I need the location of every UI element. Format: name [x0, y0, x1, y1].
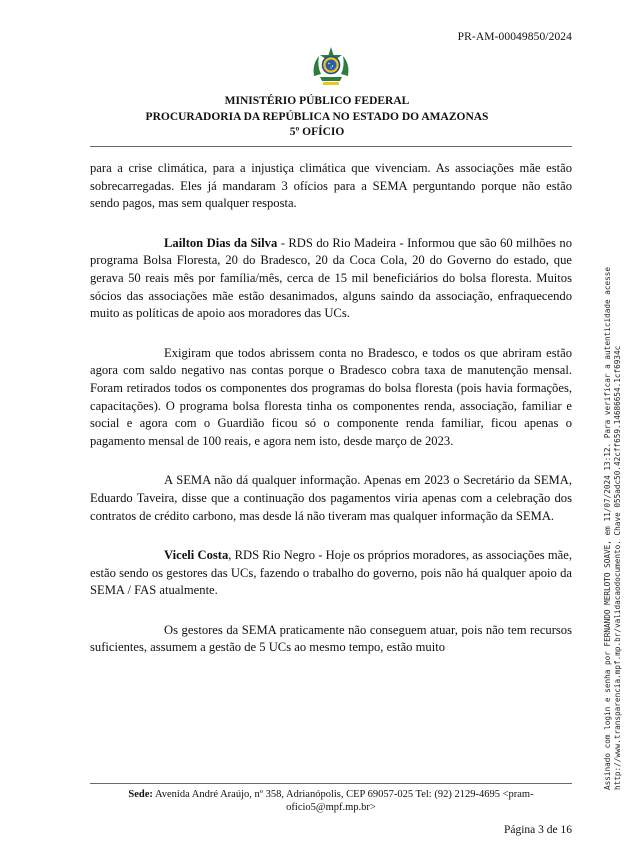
- header-office: 5º OFÍCIO: [289, 126, 345, 138]
- footer-address-line1: Avenida André Araújo, nº 358, Adrianópolis, CEP 69057-025 Tel: (92) 2129-4695 <pram-: [152, 789, 534, 800]
- footer-label: Sede:: [128, 789, 153, 800]
- paragraph-2-text: - RDS do Rio Madeira - Informou que são 60 milhões no programa Bolsa Floresta, 20 do Bradesco, 20 da Coca Cola, 20 do Governo do estado, que gerava 50 reais mês por família/mês, cerca de 15 mil beneficiários do bolsa floresta. Muitos sócios das associações mãe estão desanimados, alguns saindo da associação, enfraquecendo muito as políticas de apoio aos moradores das UCs.: [90, 235, 573, 321]
- signature-note-line2: http://www.transparencia.mpf.mp.br/validacaodocumento. Chave 055adc50.42cff659.14686654.1cf6934c: [613, 345, 623, 790]
- footer-divider: [90, 783, 572, 784]
- footer-address: [90, 788, 572, 814]
- speaker-name: Viceli Costa: [164, 548, 229, 563]
- document-body: [90, 160, 572, 657]
- institution-header: [0, 94, 634, 141]
- header-divider: [90, 146, 572, 147]
- document-number: PR-AM-00049850/2024: [457, 31, 572, 43]
- paragraph-1: para a crise climática, para a injustiça climática que vivenciam. As associações mãe estão sobrecarregadas. Eles já mandaram 3 ofícios para a SEMA perguntando porque não estão sendo pagos, mas sem qualquer resposta.: [90, 161, 572, 211]
- header-ministry: MINISTÉRIO PÚBLICO FEDERAL: [224, 95, 410, 107]
- signature-note-line1: Assinado com login e senha por FERNANDO MERLOTO SOAVE, em 11/07/2024 13:12. Para verificar a autenticidade acesse: [603, 267, 612, 790]
- paragraph-4: A SEMA não dá qualquer informação. Apenas em 2023 o Secretário da SEMA, Eduardo Taveira, disse que a continuação dos pagamentos viria apenas com a celebração dos contratos de crédito carbono, mas desde lá não tiveram mas qualquer informação da SEMA.: [90, 473, 572, 523]
- footer-email: oficio5@mpf.mp.br>: [286, 802, 376, 813]
- paragraph-6: Os gestores da SEMA praticamente não conseguem atuar, pois não tem recursos suficientes, assumem a gestão de 5 UCs ao mesmo tempo, estão muito: [90, 622, 572, 655]
- paragraph-5-text: , RDS Rio Negro - Hoje os próprios moradores, as associações mãe, estão sendo os gestores das UCs, fazendo o trabalho do governo, pois não há qualquer apoio da SEMA / FAS atualmente.: [90, 548, 572, 598]
- paragraph-5: [90, 547, 572, 600]
- speaker-name: Lailton Dias da Silva: [164, 235, 278, 250]
- signature-note: [603, 190, 624, 790]
- brazil-coat-of-arms-icon: [309, 46, 353, 88]
- paragraph-3: Exigiram que todos abrissem conta no Bradesco, e todos os que abriram estão agora com saldo negativo nas contas porque o Bradesco cobra taxa de manutenção mensal. Foram retirados todos os componentes dos programas do bolsa floresta (pois havia formações, capacitações). O programa bolsa floresta tinha os componentes renda, associação, familiar e social e agora com o Guardião ficou só o componente renda familiar, ficou apenas o pagamento mensal de 100 reais, e agora nem isto, desde março de 2023.: [90, 345, 572, 448]
- paragraph-2: [90, 235, 572, 323]
- page-number: Página 3 de 16: [503, 824, 572, 836]
- header-procuradoria: PROCURADORIA DA REPÚBLICA NO ESTADO DO AMAZONAS: [145, 110, 489, 123]
